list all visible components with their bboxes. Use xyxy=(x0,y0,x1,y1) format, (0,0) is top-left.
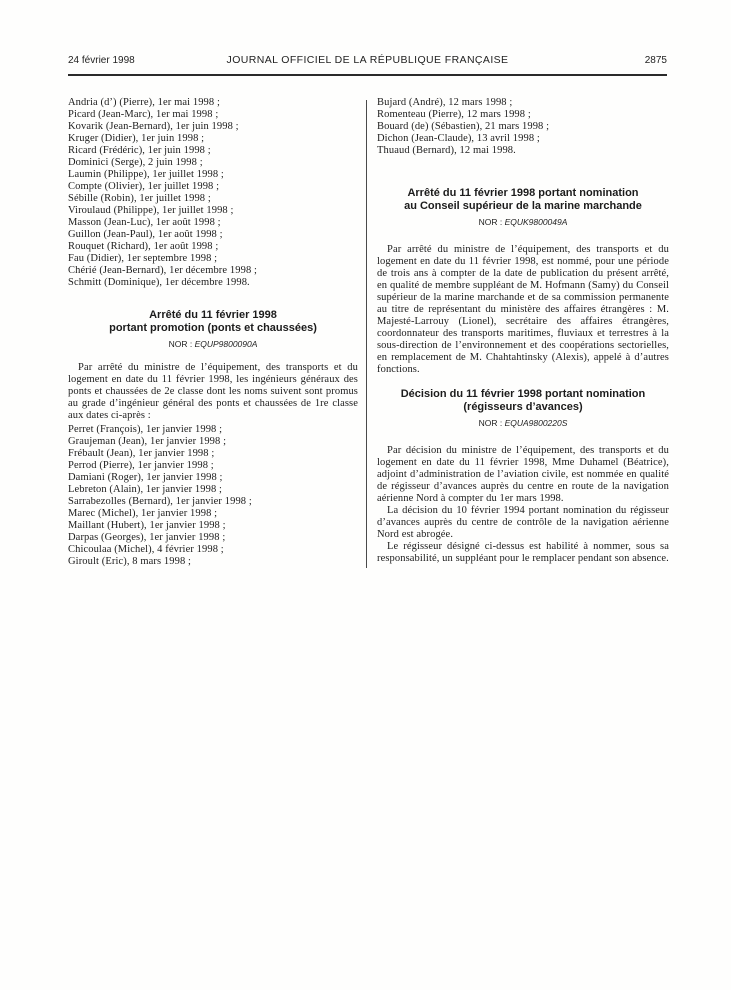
header-journal-title: JOURNAL OFFICIEL DE LA RÉPUBLIQUE FRANÇAISE xyxy=(226,54,509,66)
article-title-line: Arrêté du 11 février 1998 xyxy=(149,309,277,321)
list-item: Laumin (Philippe), 1er juillet 1998 ; xyxy=(68,169,224,180)
list-item: Maillant (Hubert), 1er janvier 1998 ; xyxy=(68,520,226,531)
nor-value: EQUA9800220S xyxy=(504,418,568,428)
promotion-list xyxy=(68,424,358,568)
article-title-line: portant promotion (ponts et chaussées) xyxy=(109,321,317,334)
list-item: Darpas (Georges), 1er janvier 1998 ; xyxy=(68,532,226,543)
article-promotion-title xyxy=(68,309,358,334)
list-item: Damiani (Roger), 1er janvier 1998 ; xyxy=(68,472,223,483)
list-item: Viroulaud (Philippe), 1er juillet 1998 ; xyxy=(68,205,234,216)
list-item: Perret (François), 1er janvier 1998 ; xyxy=(68,424,223,435)
left-column xyxy=(68,97,358,568)
list-item: Chérié (Jean-Bernard), 1er décembre 1998 ; xyxy=(68,265,258,276)
list-item: Andria (d’) (Pierre), 1er mai 1998 ; xyxy=(68,97,221,108)
list-item: Dichon (Jean-Claude), 13 avril 1998 ; xyxy=(377,133,540,144)
list-item: Picard (Jean-Marc), 1er mai 1998 ; xyxy=(68,109,219,120)
list-item: Guillon (Jean-Paul), 1er août 1998 ; xyxy=(68,229,223,240)
header-rule xyxy=(68,74,667,76)
list-item: Sébille (Robin), 1er juillet 1998 ; xyxy=(68,193,211,204)
header-page-number: 2875 xyxy=(644,55,667,66)
list-item: Romenteau (Pierre), 12 mars 1998 ; xyxy=(377,109,531,120)
list-item: Sarrabezolles (Bernard), 1er janvier 1998 ; xyxy=(68,496,252,507)
list-item: Kruger (Didier), 1er juin 1998 ; xyxy=(68,133,205,144)
article-title-line: Décision du 11 février 1998 portant nomination xyxy=(400,388,646,400)
article-regisseurs-paragraphs xyxy=(377,445,669,565)
right-column xyxy=(377,97,669,565)
list-item: Compte (Olivier), 1er juillet 1998 ; xyxy=(68,181,220,192)
article-promotion-paragraph: Par arrêté du ministre de l’équipement, des transports et du logement en date du 11 février 1998, les ingénieurs généraux des ponts et chaussées de 2e classe dont les noms suivent sont promus au grade d’ingénieur général des ponts et chaussées de 1re classe aux dates ci-après : xyxy=(68,362,358,421)
list-item: Bouard (de) (Sébastien), 21 mars 1998 ; xyxy=(377,121,550,132)
list-item: Bujard (André), 12 mars 1998 ; xyxy=(377,97,513,108)
list-item: Perrod (Pierre), 1er janvier 1998 ; xyxy=(68,460,214,471)
paragraph: La décision du 10 février 1994 portant nomination du régisseur d’avances auprès du centre de contrôle de la navigation aérienne Nord est abrogée. xyxy=(377,505,669,540)
list-item: Rouquet (Richard), 1er août 1998 ; xyxy=(68,241,219,252)
promotion-list-part1 xyxy=(68,97,358,289)
nor-value: EQUK9800049A xyxy=(504,217,568,227)
list-item: Schmitt (Dominique), 1er décembre 1998. xyxy=(68,277,250,288)
list-item: Masson (Jean-Luc), 1er août 1998 ; xyxy=(68,217,221,228)
article-regisseurs-title xyxy=(377,388,669,413)
article-regisseurs-nor xyxy=(377,418,669,428)
list-item: Graujeman (Jean), 1er janvier 1998 ; xyxy=(68,436,227,447)
article-title-line: au Conseil supérieur de la marine marchande xyxy=(404,199,642,212)
article-title-line: Arrêté du 11 février 1998 portant nomination xyxy=(407,187,639,199)
list-item: Thuaud (Bernard), 12 mai 1998. xyxy=(377,145,516,156)
paragraph: Le régisseur désigné ci-dessus est habilité à nommer, sous sa responsabilité, un suppléant pour le remplacer pendant son absence. xyxy=(377,541,669,564)
nor-label: NOR : xyxy=(478,418,503,428)
nor-label: NOR : xyxy=(478,217,503,227)
list-item: Frébault (Jean), 1er janvier 1998 ; xyxy=(68,448,215,459)
article-marine-paragraph: Par arrêté du ministre de l’équipement, des transports et du logement en date du 11 février 1998, est nommé, pour une période de trois ans à compter de la date de publication du présent arrêté, en qualité de membre suppléant de M. Hofmann (Samy) du Conseil supérieur de la marine marchande et de sa commission permanente au titre de représentant du ministère des affaires étrangères : M. Majesté-Larrouy (Lionel), secrétaire des affaires étrangères, coordonnateur des transports maritimes, fluviaux et terrestres à la sous-direction de l’environnement et des coopérations sectorielles, en remplacement de M. Chahtahtinsky (Alexis), appelé à d’autres fonctions. xyxy=(377,244,669,375)
article-title-line: (régisseurs d’avances) xyxy=(463,400,583,413)
article-marine-nor xyxy=(377,217,669,227)
column-divider xyxy=(366,100,367,568)
list-item: Fau (Didier), 1er septembre 1998 ; xyxy=(68,253,218,264)
list-item: Lebreton (Alain), 1er janvier 1998 ; xyxy=(68,484,223,495)
list-item: Chicoulaa (Michel), 4 février 1998 ; xyxy=(68,544,224,555)
list-item: Kovarik (Jean-Bernard), 1er juin 1998 ; xyxy=(68,121,239,132)
nor-value: EQUP9800090A xyxy=(194,339,258,349)
promotion-list-part2 xyxy=(377,97,669,157)
article-marine-title xyxy=(377,187,669,212)
running-header xyxy=(68,54,667,68)
list-item: Marec (Michel), 1er janvier 1998 ; xyxy=(68,508,218,519)
list-item: Giroult (Eric), 8 mars 1998 ; xyxy=(68,556,192,567)
header-date: 24 février 1998 xyxy=(68,55,135,66)
list-item: Dominici (Serge), 2 juin 1998 ; xyxy=(68,157,203,168)
article-promotion-nor xyxy=(68,339,358,349)
nor-label: NOR : xyxy=(168,339,193,349)
list-item: Ricard (Frédéric), 1er juin 1998 ; xyxy=(68,145,211,156)
paragraph: Par décision du ministre de l’équipement, des transports et du logement en date du 11 février 1998, Mme Duhamel (Béatrice), adjoint d’administration de l’aviation civile, est nommée en qualité de régisseur d’avances auprès du centre en route de la navigation aérienne Nord à compter du 1er mars 1998. xyxy=(377,445,669,504)
